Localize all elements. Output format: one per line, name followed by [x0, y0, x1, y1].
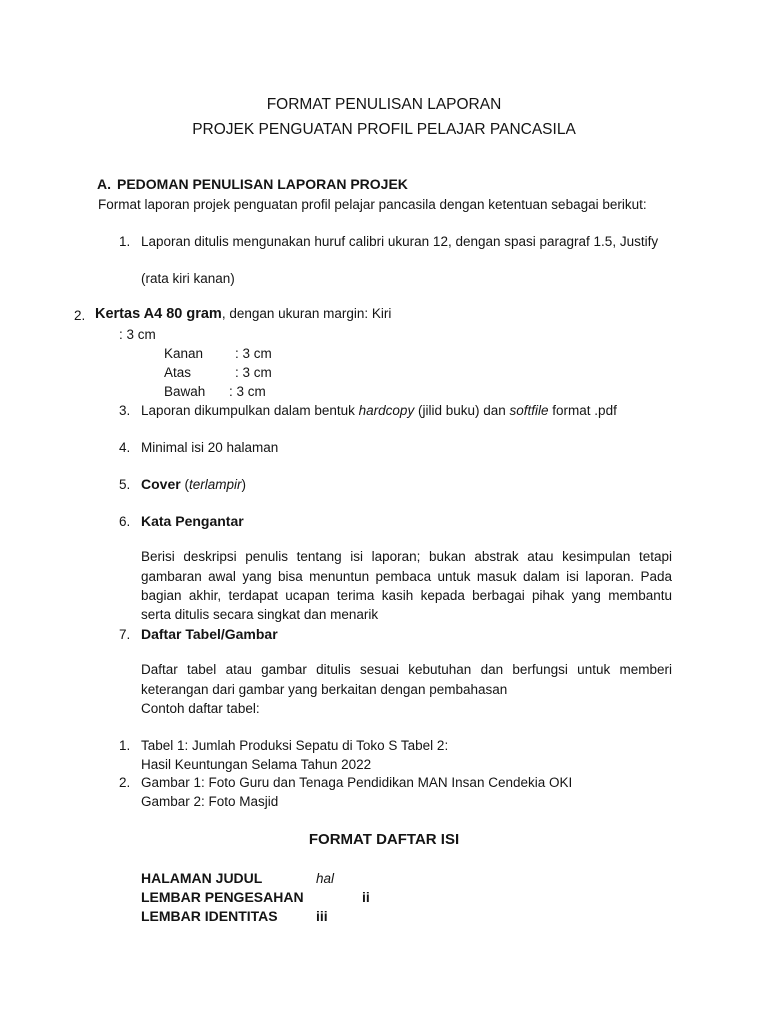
item7-example-label: Contoh daftar tabel: — [141, 701, 260, 716]
item2-line — [95, 306, 391, 322]
margin-kanan-label: Kanan — [164, 346, 204, 361]
margin-kiri-value: : 3 cm — [119, 327, 156, 342]
item7-heading: Daftar Tabel/Gambar — [141, 626, 278, 642]
item5-number: 5. — [119, 477, 131, 492]
margin-kanan-value: : 3 cm — [235, 346, 272, 361]
item5-open: ( — [180, 477, 189, 492]
item2-rest: , dengan ukuran margin: Kiri — [221, 306, 392, 321]
margin-bawah-value: : 3 cm — [229, 384, 266, 399]
item7-number: 7. — [119, 627, 131, 642]
toc-row-label-1: HALAMAN JUDUL — [141, 870, 263, 886]
example2-line1: Gambar 1: Foto Guru dan Tenaga Pendidikan MAN Insan Cendekia OKI — [141, 775, 573, 790]
item3-mid: (jilid buku) dan — [414, 403, 510, 418]
example2-line2: Gambar 2: Foto Masjid — [141, 794, 279, 809]
toc-row-page-3: iii — [316, 908, 328, 924]
toc-row-page-1: hal — [316, 871, 335, 886]
item3-post: format .pdf — [548, 403, 617, 418]
section-a-marker: A. — [97, 176, 111, 192]
item3-number: 3. — [119, 403, 131, 418]
item6-para-line3: bagian akhir, terdapat ucapan terima kasih kepada berbagai pihak yang membantu — [141, 588, 672, 603]
item1-line1: Laporan ditulis mengunakan huruf calibri ukuran 12, dengan spasi paragraf 1.5, Justify — [141, 234, 659, 249]
item3-text — [141, 403, 617, 418]
item5-close: ) — [241, 477, 246, 492]
example1-line1: Tabel 1: Jumlah Produksi Sepatu di Toko S Tabel 2: — [141, 738, 449, 753]
item6-para-line1: Berisi deskripsi penulis tentang isi laporan; bukan abstrak atau kesimpulan tetapi — [141, 549, 672, 564]
item5-cover: Cover — [141, 476, 181, 492]
example2-number: 2. — [119, 775, 131, 790]
section-a-intro: Format laporan projek penguatan profil pelajar pancasila dengan ketentuan sebagai berikut: — [98, 197, 647, 212]
item6-para-line4: serta ditulis secara singkat dan menarik — [141, 607, 379, 622]
item4-number: 4. — [119, 440, 131, 455]
document-title: FORMAT PENULISAN LAPORAN — [266, 96, 502, 113]
margin-atas-value: : 3 cm — [235, 365, 272, 380]
item3-pre: Laporan dikumpulkan dalam bentuk — [141, 403, 359, 418]
item3-softfile: softfile — [509, 403, 549, 418]
item6-para-line2: gambaran awal yang bisa menuntun pembaca untuk masuk dalam isi laporan. Pada — [141, 569, 672, 584]
toc-row-page-2: ii — [362, 889, 370, 905]
margin-bawah-label: Bawah — [164, 384, 206, 399]
item6-heading: Kata Pengantar — [141, 513, 244, 529]
toc-row-label-2: LEMBAR PENGESAHAN — [141, 889, 304, 905]
margin-atas-label: Atas — [164, 365, 192, 380]
item5-terlampir: terlampir — [188, 477, 242, 492]
toc-row-label-3: LEMBAR IDENTITAS — [141, 908, 278, 924]
item4-text: Minimal isi 20 halaman — [141, 440, 279, 455]
daftar-isi-heading: FORMAT DAFTAR ISI — [308, 831, 460, 848]
item6-number: 6. — [119, 514, 131, 529]
example1-line2: Hasil Keuntungan Selama Tahun 2022 — [141, 757, 372, 772]
item7-para-line2: keterangan dari gambar yang berkaitan dengan pembahasan — [141, 682, 508, 697]
item7-para-line1: Daftar tabel atau gambar ditulis sesuai kebutuhan dan berfungsi untuk memberi — [141, 662, 672, 677]
item5-text — [141, 476, 246, 492]
document-subtitle: PROJEK PENGUATAN PROFIL PELAJAR PANCASILA — [192, 121, 576, 138]
example1-number: 1. — [119, 738, 131, 753]
item1-number: 1. — [119, 234, 131, 249]
item2-bold: Kertas A4 80 gram — [95, 306, 222, 322]
item1-line2: (rata kiri kanan) — [141, 271, 235, 286]
section-a-heading: PEDOMAN PENULISAN LAPORAN PROJEK — [117, 176, 408, 192]
item2-number: 2. — [74, 308, 86, 323]
item3-hardcopy: hardcopy — [358, 403, 415, 418]
